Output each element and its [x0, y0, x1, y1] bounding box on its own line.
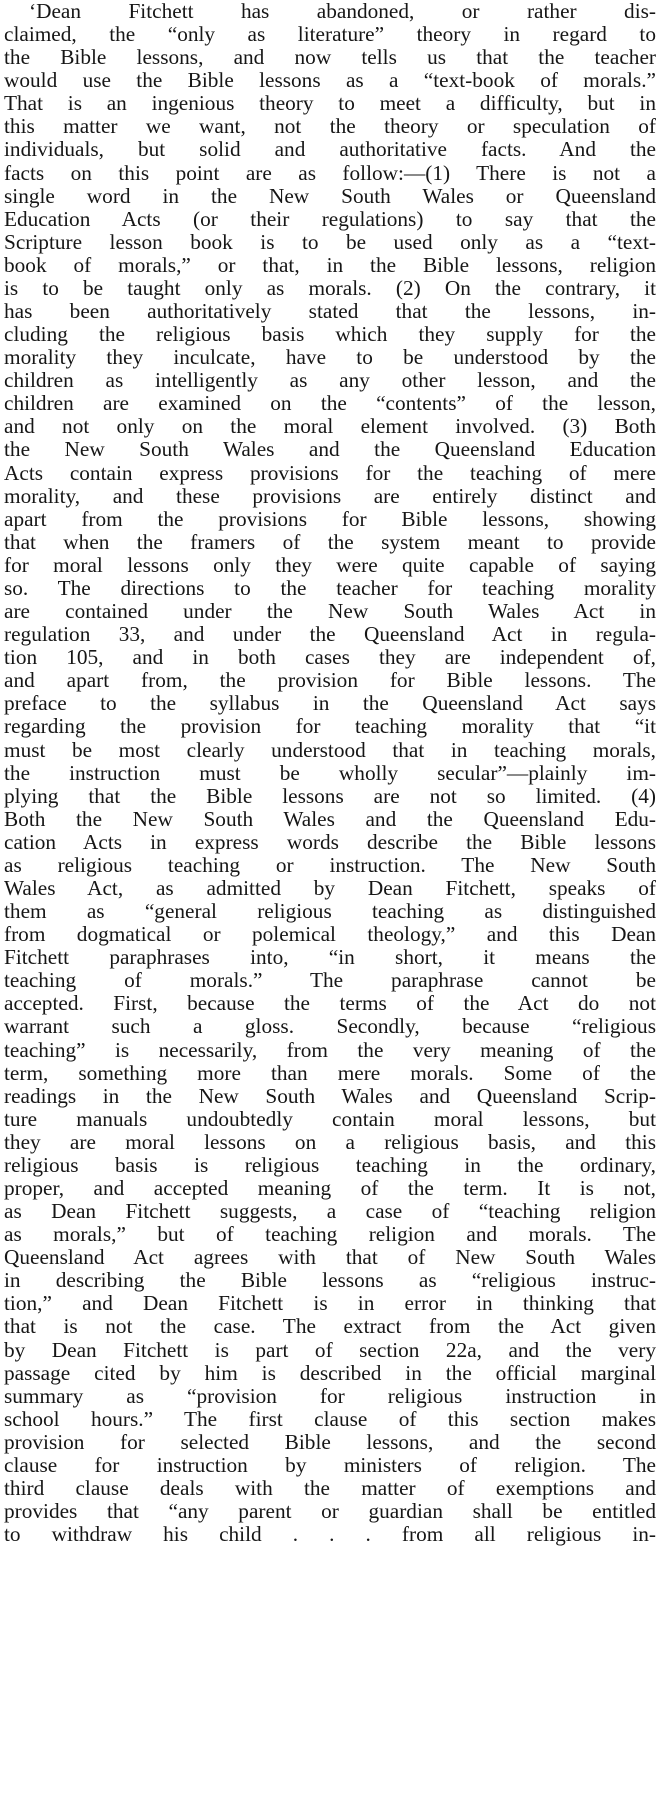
text-line: and not only on the moral element involved. (3) Both [4, 415, 656, 439]
text-line: they are moral lessons on a religious basis, and this [4, 1130, 656, 1154]
text-line: Both the New South Wales and the Queensland Edu- [4, 807, 656, 831]
text-line: facts on this point are as follow:—(1) There is not a [4, 161, 656, 185]
text-line: ture manuals undoubtedly contain moral lessons, but [4, 1107, 656, 1131]
text-line: the New South Wales and the Queensland Education [4, 438, 656, 462]
text-line: for moral lessons only they were quite capable of saying [4, 553, 656, 577]
text-line: the instruction must be wholly secular”—plainly im- [4, 761, 656, 785]
text-line: Scripture lesson book is to be used only as a “text- [4, 230, 656, 254]
text-line: provides that “any parent or guardian shall be entitled [4, 1500, 656, 1524]
text-line: teaching” is necessarily, from the very meaning of the [4, 1038, 656, 1062]
article-text-column [4, 0, 656, 1546]
text-line: preface to the syllabus in the Queensland Act says [4, 692, 656, 716]
text-line: to withdraw his child . . . from all religious in- [4, 1523, 656, 1547]
text-line: apart from the provisions for Bible lessons, showing [4, 507, 656, 531]
text-line: that is not the case. The extract from the Act given [4, 1315, 656, 1339]
text-line: regulation 33, and under the Queensland Act in regula- [4, 623, 656, 647]
text-line: cation Acts in express words describe the Bible lessons [4, 830, 656, 854]
text-line: warrant such a gloss. Secondly, because “religious [4, 1015, 656, 1039]
text-line: clause for instruction by ministers of religion. The [4, 1453, 656, 1477]
text-line: book of morals,” or that, in the Bible lessons, religion [4, 253, 656, 277]
text-line: morality, and these provisions are entirely distinct and [4, 484, 656, 508]
text-line: accepted. First, because the terms of the Act do not [4, 992, 656, 1016]
text-line: in describing the Bible lessons as “religious instruc- [4, 1269, 656, 1293]
text-line: cluding the religious basis which they supply for the [4, 323, 656, 347]
text-line: single word in the New South Wales or Queensland [4, 184, 656, 208]
text-line: teaching of morals.” The paraphrase cannot be [4, 969, 656, 993]
text-line: as religious teaching or instruction. The New South [4, 853, 656, 877]
text-line: would use the Bible lessons as a “text-book of morals.” [4, 69, 656, 93]
text-line: Fitchett paraphrases into, “in short, it means the [4, 946, 656, 970]
text-line: this matter we want, not the theory or speculation of [4, 115, 656, 139]
text-line: individuals, but solid and authoritative facts. And the [4, 138, 656, 162]
text-line: has been authoritatively stated that the lessons, in- [4, 300, 656, 324]
text-line: ‘Dean Fitchett has abandoned, or rather dis- [29, 0, 656, 23]
text-line: summary as “provision for religious instruction in [4, 1384, 656, 1408]
text-line: the Bible lessons, and now tells us that the teacher [4, 46, 656, 70]
text-line: tion,” and Dean Fitchett is in error in thinking that [4, 1292, 656, 1316]
text-line: term, something more than mere morals. Some of the [4, 1061, 656, 1085]
text-line: from dogmatical or polemical theology,” and this Dean [4, 923, 656, 947]
text-line: must be most clearly understood that in teaching morals, [4, 738, 656, 762]
text-line: Acts contain express provisions for the teaching of mere [4, 461, 656, 485]
text-line: That is an ingenious theory to meet a difficulty, but in [4, 92, 656, 116]
text-line: are contained under the New South Wales Act in [4, 600, 656, 624]
text-line: regarding the provision for teaching morality that “it [4, 715, 656, 739]
text-line: claimed, the “only as literature” theory in regard to [4, 23, 656, 47]
text-line: Wales Act, as admitted by Dean Fitchett, speaks of [4, 876, 656, 900]
text-line: proper, and accepted meaning of the term. It is not, [4, 1176, 656, 1200]
text-line: so. The directions to the teacher for teaching morality [4, 576, 656, 600]
text-line: children are examined on the “contents” of the lesson, [4, 392, 656, 416]
text-line: Queensland Act agrees with that of New South Wales [4, 1246, 656, 1270]
text-line: and apart from, the provision for Bible lessons. The [4, 669, 656, 693]
text-line: Education Acts (or their regulations) to say that the [4, 207, 656, 231]
text-line: them as “general religious teaching as distinguished [4, 900, 656, 924]
text-line: as Dean Fitchett suggests, a case of “teaching religion [4, 1200, 656, 1224]
text-line: as morals,” but of teaching religion and morals. The [4, 1223, 656, 1247]
text-line: readings in the New South Wales and Queensland Scrip- [4, 1084, 656, 1108]
text-line: is to be taught only as morals. (2) On the contrary, it [4, 276, 656, 300]
text-line: passage cited by him is described in the official marginal [4, 1361, 656, 1385]
text-line: children as intelligently as any other lesson, and the [4, 369, 656, 393]
text-line: school hours.” The first clause of this section makes [4, 1407, 656, 1431]
text-line: religious basis is religious teaching in the ordinary, [4, 1153, 656, 1177]
text-line: morality they inculcate, have to be understood by the [4, 346, 656, 370]
text-line: tion 105, and in both cases they are independent of, [4, 646, 656, 670]
text-line: provision for selected Bible lessons, and the second [4, 1430, 656, 1454]
text-line: that when the framers of the system meant to provide [4, 530, 656, 554]
text-line: plying that the Bible lessons are not so limited. (4) [4, 784, 656, 808]
text-line: third clause deals with the matter of exemptions and [4, 1477, 656, 1500]
text-line: by Dean Fitchett is part of section 22a, and the very [4, 1338, 656, 1362]
